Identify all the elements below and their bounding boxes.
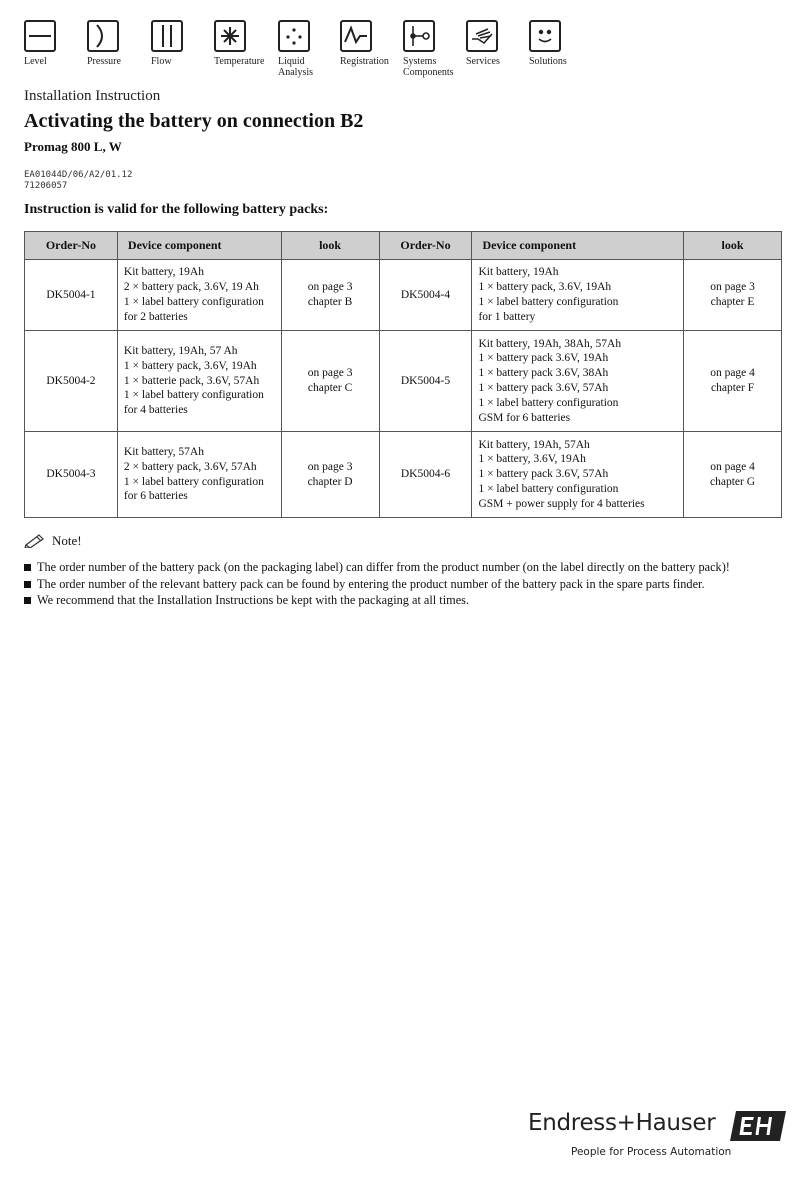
component-line: 1 × label battery configuration xyxy=(123,475,264,488)
look-page: on page 3 xyxy=(307,367,353,380)
eh-logo-icon xyxy=(730,1111,786,1145)
header-order-no: Order-No xyxy=(379,232,472,260)
category-nav xyxy=(24,20,584,80)
device-component-cell xyxy=(117,260,281,331)
nav-item-pressure xyxy=(87,20,149,67)
section-heading: Instruction is valid for the following battery packs: xyxy=(24,202,329,217)
order-number: DK5004-5 xyxy=(379,331,472,432)
look-chapter: chapter E xyxy=(710,296,755,308)
list-item: The order number of the battery pack (on the packaging label) can differ from the product number (on the label directly on the battery pack)! xyxy=(24,559,794,576)
component-line: 2 × battery pack, 3.6V, 57Ah xyxy=(123,460,257,473)
component-line: Kit battery, 19Ah xyxy=(478,266,559,279)
header-device-component: Device component xyxy=(117,232,281,260)
order-number: DK5004-2 xyxy=(25,331,118,432)
look-page: on page 3 xyxy=(710,281,755,294)
look-cell xyxy=(684,432,782,518)
component-line: 1 × label battery configuration xyxy=(478,396,619,409)
look-page: on page 3 xyxy=(307,460,353,473)
look-page: on page 4 xyxy=(710,367,755,380)
brand-tagline: People for Process Automation xyxy=(571,1146,732,1158)
header-device-component: Device component xyxy=(472,232,684,260)
component-line: Kit battery, 19Ah xyxy=(123,266,204,279)
look-cell xyxy=(281,432,379,518)
component-line: Kit battery, 19Ah, 38Ah, 57Ah xyxy=(478,337,622,350)
device-component-cell xyxy=(472,331,684,432)
services-icon xyxy=(466,20,498,52)
nav-item-liquid-analysis xyxy=(278,20,340,78)
battery-pack-table xyxy=(24,231,782,518)
nav-label: Services xyxy=(466,56,500,67)
nav-label: Temperature xyxy=(214,56,265,67)
solutions-icon xyxy=(529,20,561,52)
look-cell xyxy=(684,331,782,432)
component-line: 2 × battery pack, 3.6V, 19 Ah xyxy=(123,281,259,294)
document-type: Installation Instruction xyxy=(24,88,161,104)
page-title: Activating the battery on connection B2 xyxy=(24,110,364,132)
registration-icon xyxy=(340,20,372,52)
systems-components-icon xyxy=(403,20,435,52)
nav-label: Liquid Analysis xyxy=(278,56,313,78)
nav-label: Pressure xyxy=(87,56,121,67)
device-component-cell xyxy=(472,432,684,518)
document-subtitle: Promag 800 L, W xyxy=(24,139,122,154)
header-look: look xyxy=(281,232,379,260)
nav-label: Flow xyxy=(151,56,172,67)
component-line: 1 × label battery configuration xyxy=(123,296,264,308)
component-line: GSM for 6 batteries xyxy=(478,411,571,424)
look-cell xyxy=(281,260,379,331)
component-line: 1 × label battery configuration xyxy=(123,389,264,402)
pencil-icon xyxy=(24,532,46,552)
component-line: for 4 batteries xyxy=(123,404,188,417)
header-order-no: Order-No xyxy=(25,232,118,260)
note-heading xyxy=(24,532,82,552)
device-component-cell xyxy=(117,331,281,432)
liquid-analysis-icon xyxy=(278,20,310,52)
look-chapter: chapter C xyxy=(307,382,353,394)
order-number: DK5004-6 xyxy=(379,432,472,518)
component-line: Kit battery, 57Ah xyxy=(123,445,204,458)
look-chapter: chapter G xyxy=(710,475,756,488)
component-line: for 2 batteries xyxy=(123,310,188,323)
component-line: 1 × battery pack 3.6V, 19Ah xyxy=(478,352,609,365)
component-line: 1 × label battery configuration xyxy=(478,482,619,495)
table-row xyxy=(25,260,782,331)
component-line: Kit battery, 19Ah, 57Ah xyxy=(478,438,590,451)
pressure-icon xyxy=(87,20,119,52)
list-item: The order number of the relevant battery pack can be found by entering the product number of the battery pack in the spare parts finder. xyxy=(24,576,794,593)
order-number: DK5004-1 xyxy=(25,260,118,331)
component-line: 1 × battery pack, 3.6V, 19Ah xyxy=(123,359,257,372)
nav-label: Solutions xyxy=(529,56,567,67)
nav-item-systems-components xyxy=(403,20,465,78)
note-list xyxy=(24,559,794,609)
component-line: 1 × label battery configuration xyxy=(478,296,619,308)
nav-label: Level xyxy=(24,56,47,67)
look-page: on page 3 xyxy=(307,281,353,294)
table-row xyxy=(25,331,782,432)
look-page: on page 4 xyxy=(710,460,755,473)
flow-icon xyxy=(151,20,183,52)
document-part-number: 71206057 xyxy=(24,181,68,191)
nav-item-flow xyxy=(151,20,213,67)
component-line: 1 × battery pack 3.6V, 57Ah xyxy=(478,468,609,481)
brand-name: Endress+Hauser xyxy=(528,1110,716,1136)
component-line: 1 × batterie pack, 3.6V, 57Ah xyxy=(123,374,260,387)
nav-item-registration xyxy=(340,20,402,67)
brand-footer xyxy=(528,1110,788,1160)
look-chapter: chapter B xyxy=(307,296,353,308)
look-chapter: chapter F xyxy=(710,382,755,394)
device-component-cell xyxy=(117,432,281,518)
nav-item-temperature xyxy=(214,20,276,67)
component-line: for 1 battery xyxy=(478,310,536,323)
component-line: 1 × battery, 3.6V, 19Ah xyxy=(478,453,586,466)
nav-item-solutions xyxy=(529,20,591,67)
list-item: We recommend that the Installation Instructions be kept with the packaging at all times. xyxy=(24,592,794,609)
look-cell xyxy=(684,260,782,331)
table-row xyxy=(25,432,782,518)
document-code: EA01044D/06/A2/01.12 xyxy=(24,170,133,180)
order-number: DK5004-4 xyxy=(379,260,472,331)
nav-label: Registration xyxy=(340,56,389,67)
header-look: look xyxy=(684,232,782,260)
table-header-row xyxy=(25,232,782,260)
component-line: 1 × battery pack, 3.6V, 19Ah xyxy=(478,281,612,294)
component-line: for 6 batteries xyxy=(123,490,188,503)
component-line: GSM + power supply for 4 batteries xyxy=(478,497,645,510)
component-line: 1 × battery pack 3.6V, 57Ah xyxy=(478,382,609,394)
order-number: DK5004-3 xyxy=(25,432,118,518)
temperature-icon xyxy=(214,20,246,52)
component-line: Kit battery, 19Ah, 57 Ah xyxy=(123,345,238,357)
nav-label: Systems Components xyxy=(403,56,454,78)
component-line: 1 × battery pack 3.6V, 38Ah xyxy=(478,367,609,380)
nav-item-level xyxy=(24,20,86,67)
level-icon xyxy=(24,20,56,52)
look-cell xyxy=(281,331,379,432)
nav-item-services xyxy=(466,20,528,67)
note-label: Note! xyxy=(52,533,82,548)
device-component-cell xyxy=(472,260,684,331)
look-chapter: chapter D xyxy=(307,475,353,488)
